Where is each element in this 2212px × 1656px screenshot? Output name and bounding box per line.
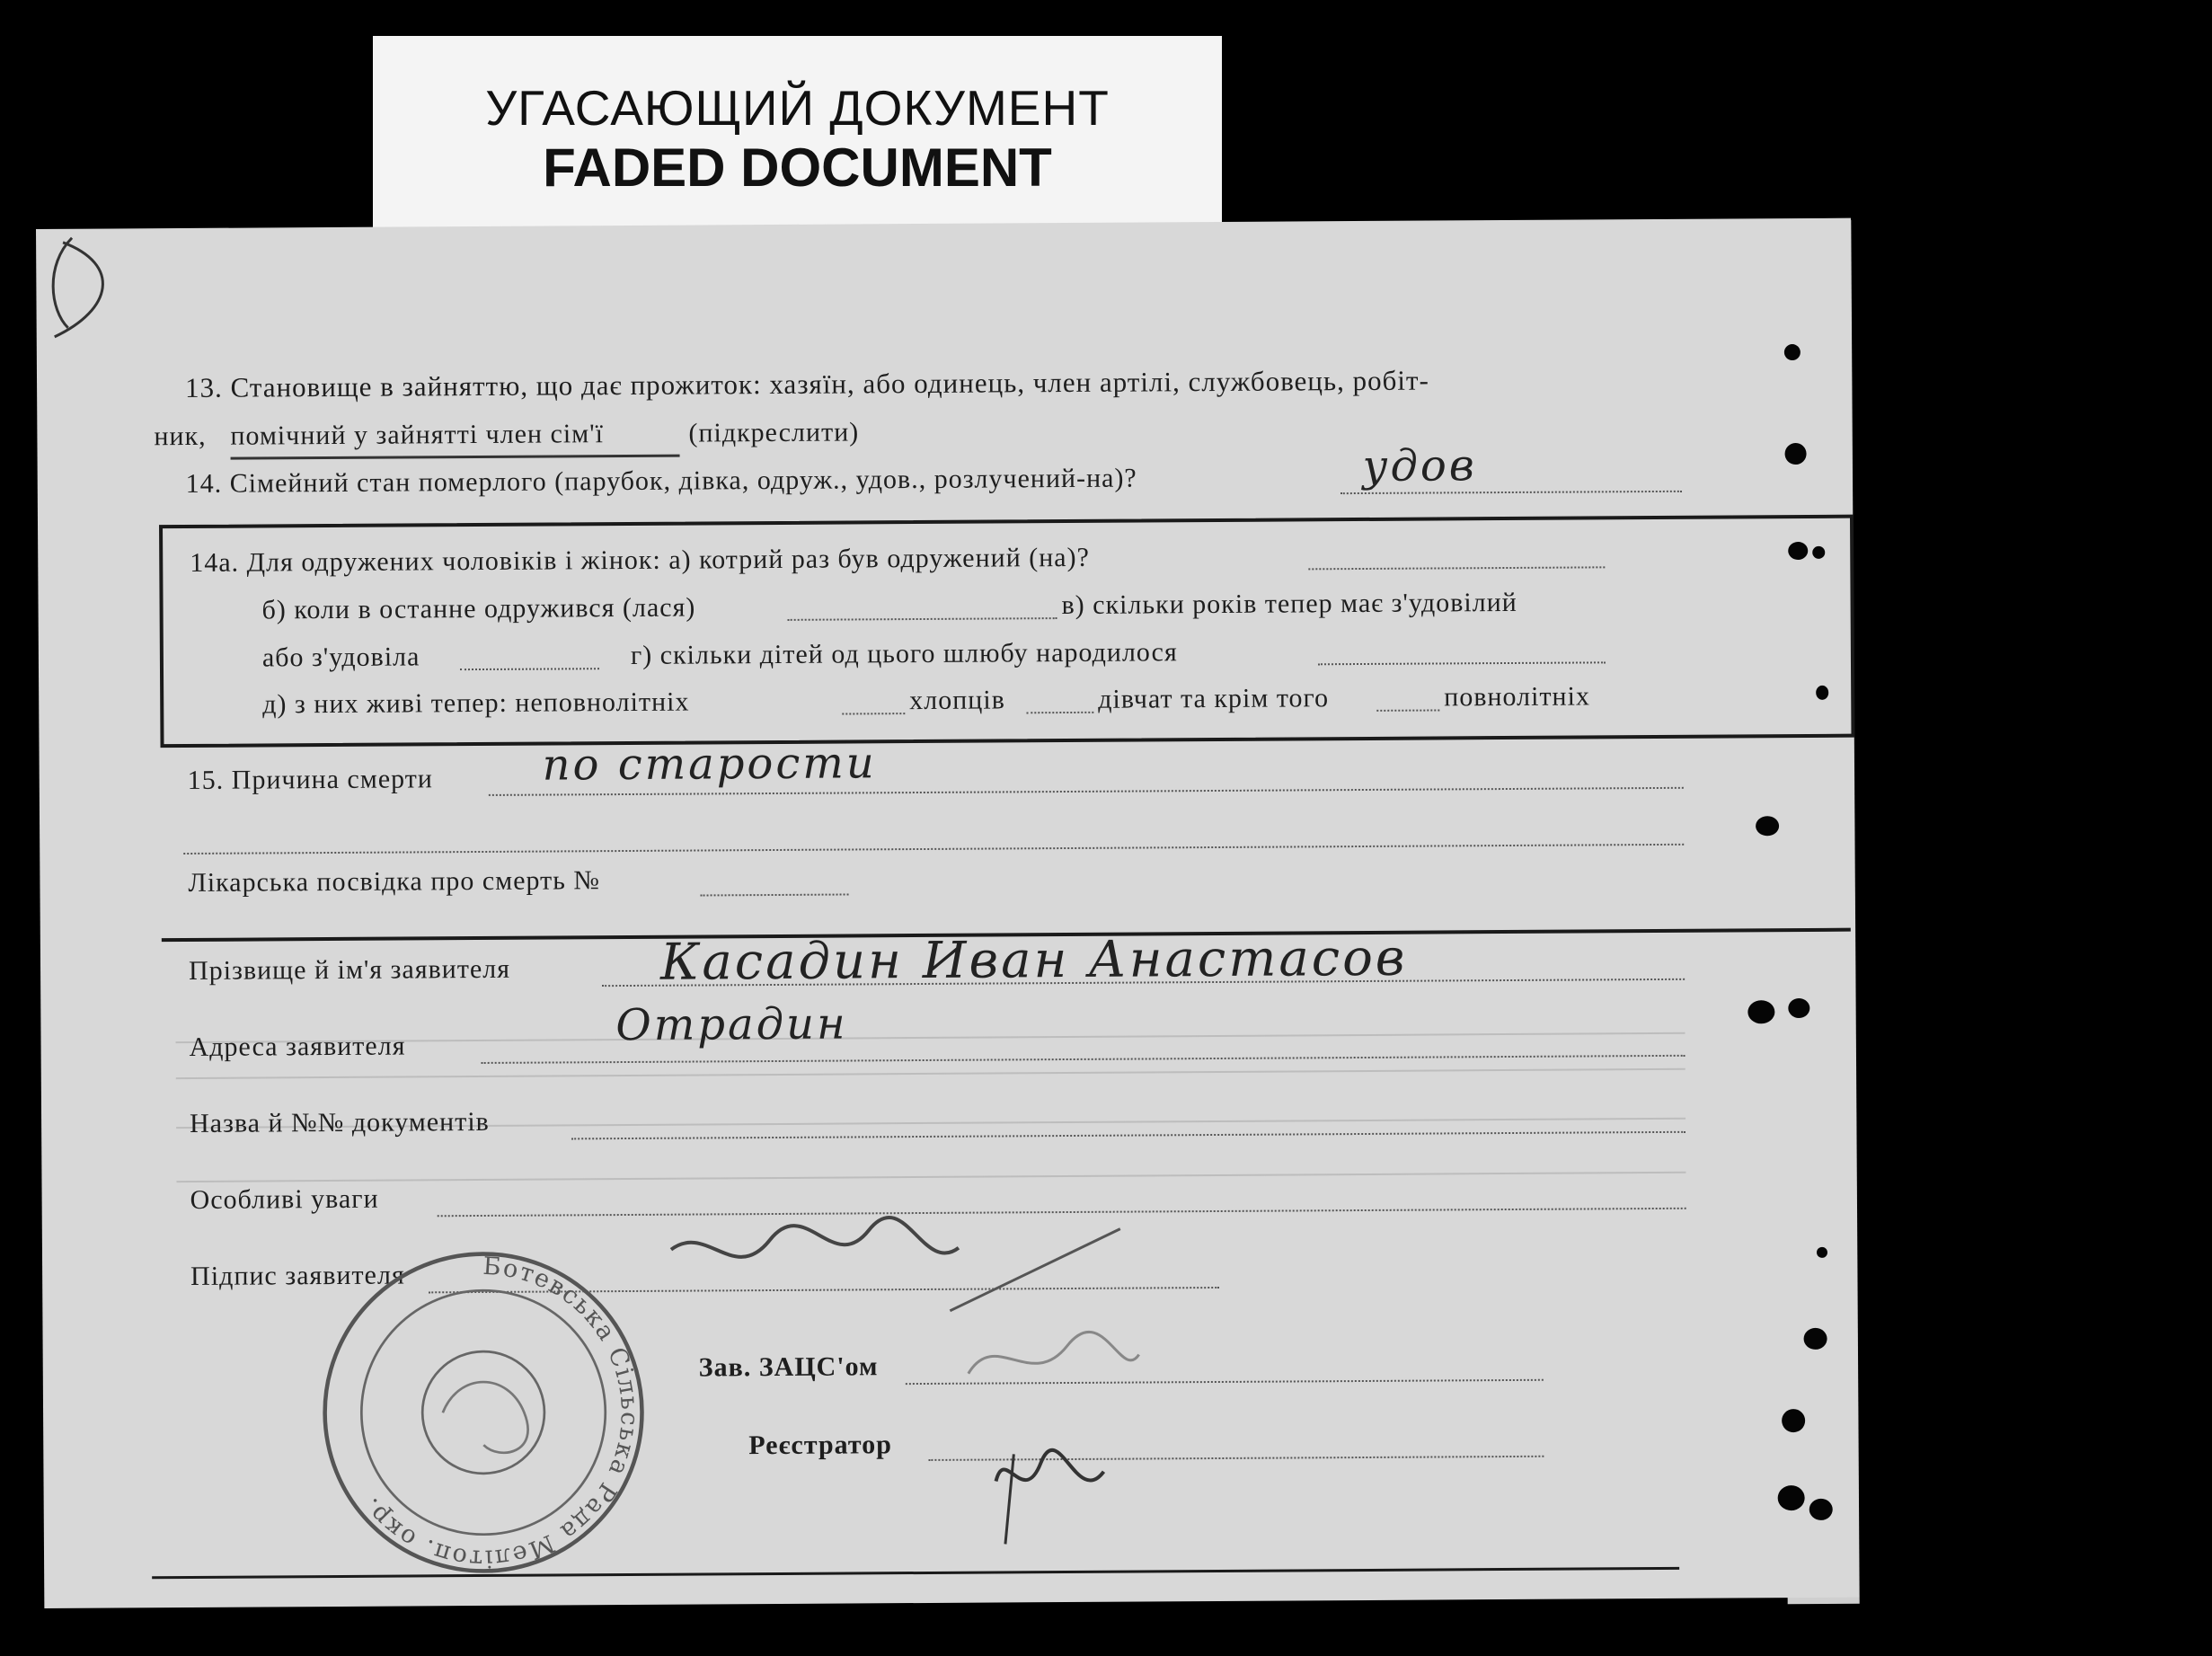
item-15-second-line xyxy=(183,844,1684,855)
item-14a-line4a-blank xyxy=(842,713,905,714)
item-14a-line2-blank xyxy=(788,617,1057,621)
item-14a-line4c-blank xyxy=(1376,709,1439,711)
registrar-label: Реєстратор xyxy=(748,1430,892,1461)
applicant-address-line xyxy=(482,1055,1686,1064)
round-seal-stamp xyxy=(312,1241,655,1584)
item-14a-line3a-blank xyxy=(460,668,599,670)
item-14a-line1: 14а. Для одружених чоловіків і жінок: а) котрий раз був одружений (на)? xyxy=(190,542,1090,578)
item-13-underline xyxy=(231,455,680,460)
item-14a-line1-blank xyxy=(1308,566,1605,570)
item-13-line1: 13. Становище в зайняттю, що дає прожиток: хазяїн, або одинець, член артілі, службовець, робіт- xyxy=(184,364,1429,403)
faded-document-banner xyxy=(373,36,1222,235)
head-zags-label: Зав. ЗАЦС'ом xyxy=(698,1351,879,1383)
item-14-answer: удов xyxy=(1362,440,1477,491)
applicant-name-label: Прізвище й ім'я заявителя xyxy=(188,953,511,986)
stamp-text: Ботевська Сільська Рада Мелітоп. окр. xyxy=(356,1252,644,1572)
bleed-through-line xyxy=(176,1172,1686,1182)
bleed-through-line xyxy=(176,1068,1686,1079)
item-14-label: 14. Сімейний стан померлого (парубок, дівка, одруж., удов., розлучений-на)? xyxy=(185,463,1137,499)
applicant-signature-label: Підпис заявителя xyxy=(190,1260,405,1291)
document-page xyxy=(36,218,1859,1608)
item-13-line2c: (підкреслити) xyxy=(688,417,860,448)
pencil-mark xyxy=(36,228,145,355)
punch-hole xyxy=(1778,1485,1805,1510)
item-14a-line4a: д) з них живі тепер: неповнолітніх xyxy=(262,686,690,720)
punch-hole xyxy=(1784,344,1801,360)
applicant-name-value: Касадин Иван Анастасов xyxy=(659,928,1408,992)
applicant-address-label: Адреса заявителя xyxy=(189,1031,406,1062)
item-13-underlined-option: помічний у зайнятті член сім'ї xyxy=(230,419,605,451)
applicant-address-value: Отрадин xyxy=(615,998,848,1051)
handwritten-signatures xyxy=(653,1210,1158,1554)
item-15-answer: по старости xyxy=(542,738,877,791)
punch-hole xyxy=(1816,686,1828,700)
medical-certificate-label: Лікарська посвідка про смерть № xyxy=(188,865,601,898)
item-14a-line4b-blank xyxy=(1026,712,1093,713)
svg-text:Ботевська Сільська Рада Меліто xyxy=(354,1252,644,1573)
item-14a-line4b: хлопців xyxy=(909,685,1005,716)
item-14a-line3a: або з'удовіла xyxy=(261,642,420,673)
punch-hole xyxy=(1788,542,1808,560)
punch-hole xyxy=(1784,443,1806,465)
item-14a-line2b: в) скільки років тепер має з'удовілий xyxy=(1061,587,1517,621)
punch-hole xyxy=(1747,1000,1774,1023)
punch-hole xyxy=(1788,998,1809,1018)
banner-title-english: FADED DOCUMENT xyxy=(543,137,1052,198)
item-13-line2a: ник, xyxy=(154,421,207,452)
punch-hole xyxy=(1809,1499,1833,1520)
item-14a-line2a: б) коли в останне одружився (лася) xyxy=(261,592,696,625)
item-14a-line3b-blank xyxy=(1318,661,1606,665)
punch-hole xyxy=(1817,1247,1827,1258)
documents-label: Назва й №№ документів xyxy=(189,1106,490,1138)
item-14a-line3b: г) скільки дітей од цього шлюбу народилося xyxy=(630,637,1178,670)
documents-line xyxy=(571,1131,1686,1140)
item-15-label: 15. Причина смерти xyxy=(187,764,433,795)
punch-hole xyxy=(1812,546,1825,559)
punch-hole xyxy=(1756,816,1779,836)
item-14a-line4c: дівчат та крім того xyxy=(1098,683,1330,714)
banner-title-russian: УГАСАЮЩИЙ ДОКУМЕНТ xyxy=(485,80,1110,136)
medical-certificate-blank xyxy=(701,893,849,896)
remarks-label: Особливі уваги xyxy=(190,1183,379,1215)
item-14a-line4d: повнолітніх xyxy=(1444,681,1590,713)
punch-hole xyxy=(1782,1409,1805,1432)
item-14a-box xyxy=(159,515,1854,748)
punch-hole xyxy=(1804,1328,1827,1350)
